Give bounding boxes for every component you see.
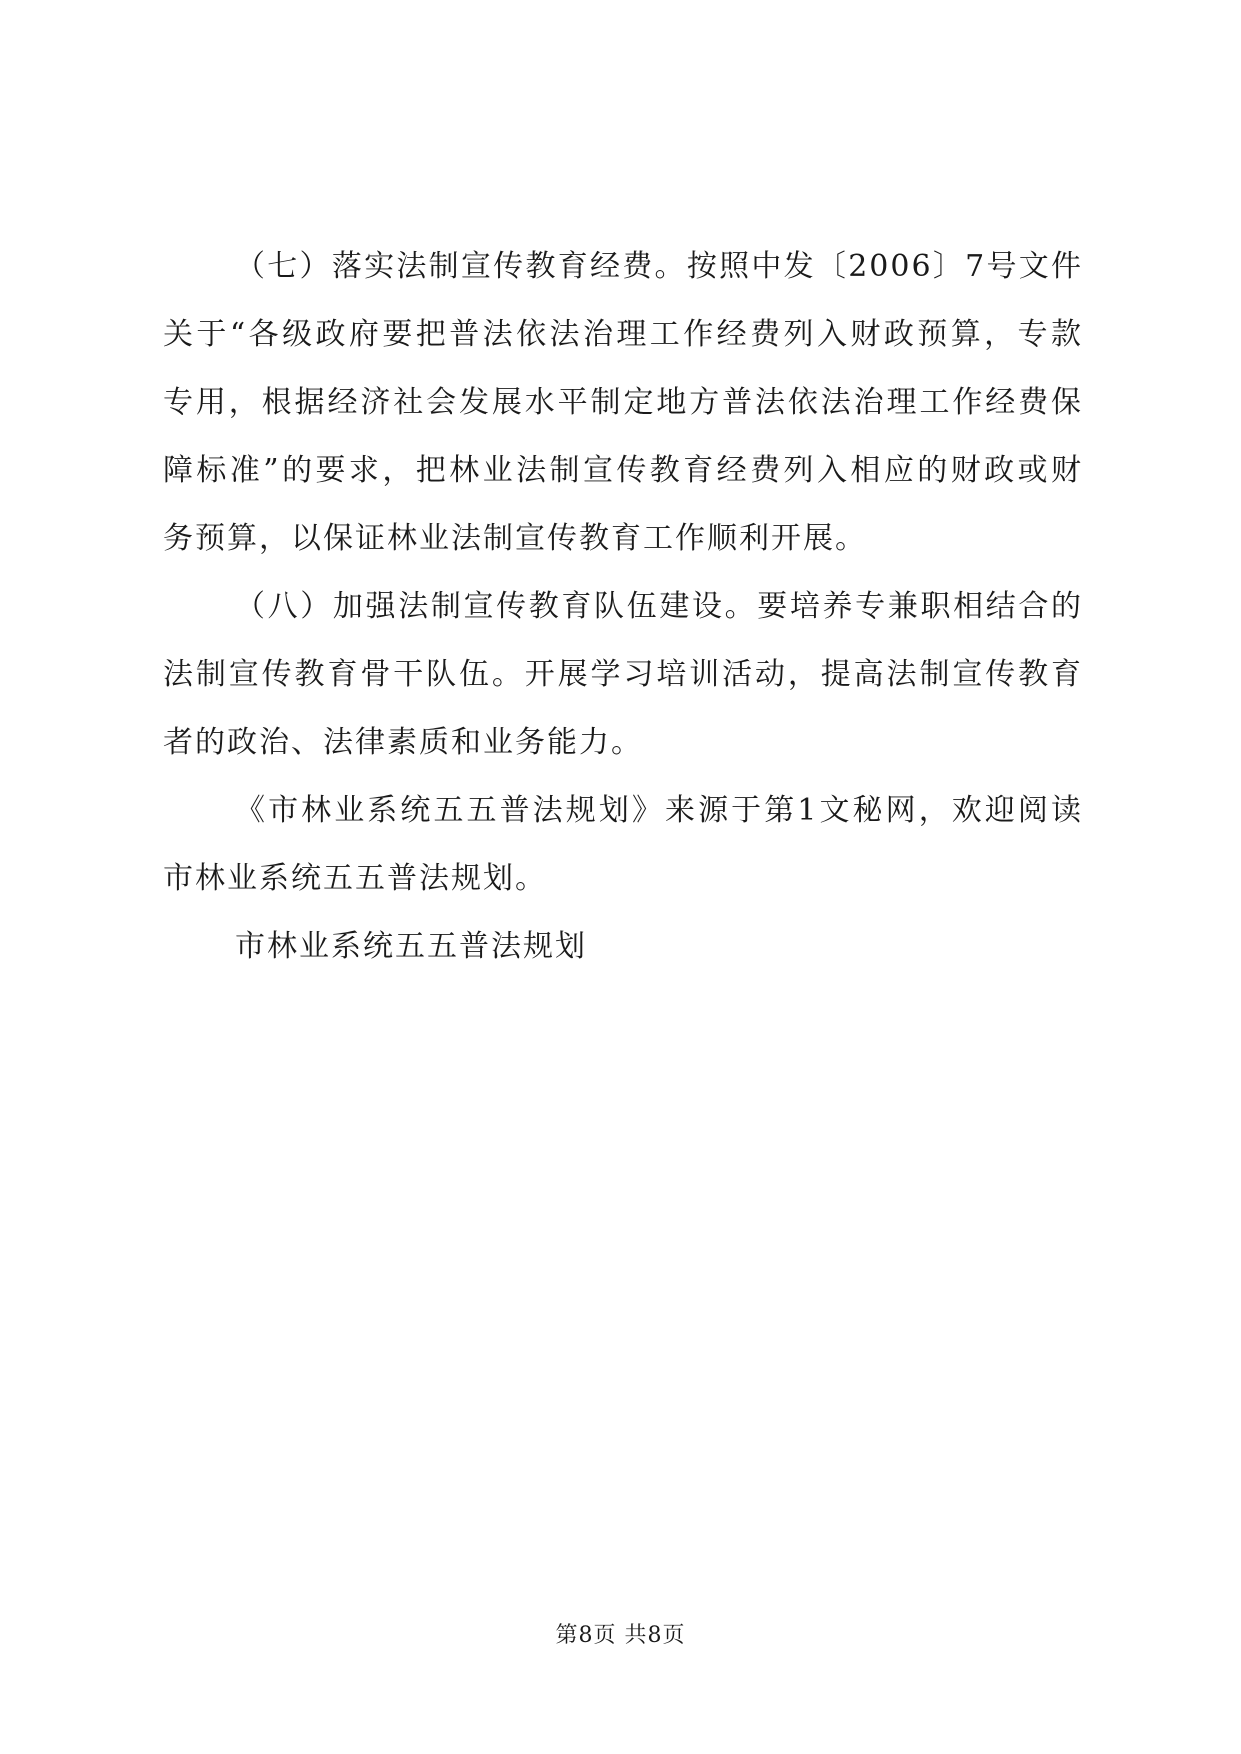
paragraph-7-line-3: 专用，根据经济社会发展水平制定地方普法依法治理工作经费保: [163, 385, 1083, 420]
document-title-line: 市林业系统五五普法规划: [235, 929, 587, 964]
source-note-line-2: 市林业系统五五普法规划。: [163, 861, 547, 896]
source-note-line-1: 《市林业系统五五普法规划》来源于第1文秘网，欢迎阅读: [235, 793, 1083, 828]
paragraph-8-line-2: 法制宣传教育骨干队伍。开展学习培训活动，提高法制宣传教育: [163, 657, 1083, 692]
paragraph-7-line-1: （七）落实法制宣传教育经费。按照中发〔2006〕7号文件: [235, 249, 1083, 284]
paragraph-8-line-1: （八）加强法制宣传教育队伍建设。要培养专兼职相结合的: [235, 589, 1083, 624]
document-body: [163, 233, 1083, 981]
page-number-footer: 第8页 共8页: [555, 1623, 686, 1648]
paragraph-7-line-5: 务预算，以保证林业法制宣传教育工作顺利开展。: [163, 521, 867, 556]
paragraph-8-line-3: 者的政治、法律素质和业务能力。: [163, 725, 643, 760]
paragraph-7-line-4: 障标准”的要求，把林业法制宣传教育经费列入相应的财政或财: [163, 453, 1083, 488]
paragraph-7-line-2: 关于“各级政府要把普法依法治理工作经费列入财政预算，专款: [163, 317, 1083, 352]
